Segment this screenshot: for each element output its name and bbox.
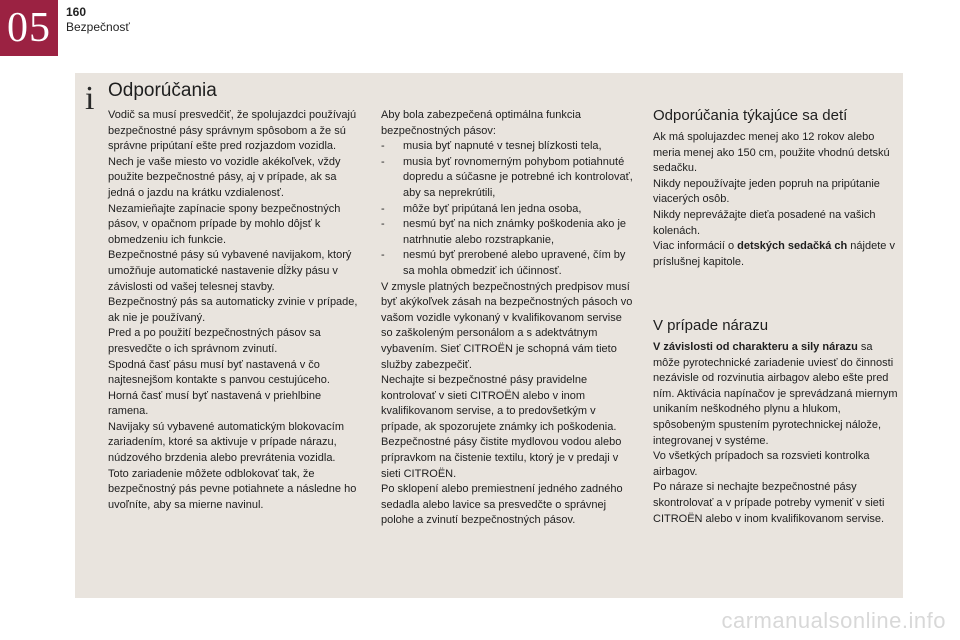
- children-section: [653, 130, 898, 270]
- paragraph: Ak má spolujazdec menej ako 12 rokov alebo meria menej ako 150 cm, použite vhodnú detskú sedačku.: [653, 131, 890, 175]
- impact-section-title: V prípade nárazu: [653, 317, 769, 334]
- paragraph: Nezamieňajte zapínacie spony bezpečnostných pásov, v opačnom prípade by mohlo dôjsť k obmedzeniu ich funkcie.: [108, 202, 341, 246]
- paragraph: [653, 340, 898, 449]
- text: nájdete v príslušnej kapitole.: [653, 240, 895, 268]
- paragraph: Navijaky sú vybavené automatickým blokovacím zariadením, ktoré sa aktivuje v prípade nárazu, núdzového brzdenia alebo prevrátenia vozidla. Toto zariadenie môžete odblokovať tak, že bezpečnostný pás pevne potiahnete a následne ho uvoľníte, aby sa mierne navinul.: [108, 420, 357, 511]
- page-number: 160: [66, 5, 87, 19]
- main-title: Odporúčania: [108, 80, 217, 101]
- paragraph: Vodič sa musí presvedčiť, že spolujazdci používajú bezpečnostné pásy správnym spôsobom a že sú správne pripútaní ešte pred rozjazdom vozidla.: [108, 109, 357, 153]
- paragraph: Spodná časť pásu musí byť nastavená v čo najtesnejšom kontakte s panvou cestujúceho.: [108, 358, 330, 387]
- paragraph: Bezpečnostné pásy sú vybavené navijakom, ktorý umožňuje automatické nastavenie dĺžky pásu v závislosti od vašej telesnej stavby.: [108, 249, 352, 293]
- section-name: Bezpečnosť: [66, 20, 130, 34]
- info-icon: i: [85, 80, 95, 117]
- impact-section: [653, 340, 898, 527]
- list-item: - nesmú byť na nich známky poškodenia ako je natrhnutie alebo rozstrapkanie,: [381, 217, 633, 248]
- paragraph: Po sklopení alebo premiestnení jedného zadného sedadla alebo lavice sa presvedčte o správnej polohe a zvinutí bezpečnostných pásov.: [381, 483, 623, 527]
- text: sa môže pyrotechnické zariadenie uviesť do činnosti nezávisle od rozvinutia airbagov alebo ešte pred ním. Aktivácia napínačov je sprevádzaná miernym unikaním neškodného plynu a hlukom, spôsobeným spustením pyrotechnickej nálože, integrovanej v systéme.: [653, 341, 898, 447]
- recommendations-column-1: [108, 108, 358, 513]
- children-section-title: Odporúčania týkajúce sa detí: [653, 107, 848, 124]
- paragraph: Vo všetkých prípadoch sa rozsvieti kontrolka airbagov.: [653, 450, 870, 478]
- paragraph: Bezpečnostný pás sa automaticky zvinie v prípade, ak nie je používaný.: [108, 296, 358, 324]
- paragraph: Pred a po použití bezpečnostných pásov sa presvedčte o ich správnom zvinutí.: [108, 327, 321, 355]
- watermark: carmanualsonline.info: [721, 608, 946, 633]
- paragraph: Nikdy neprevážajte dieťa posadené na vašich kolenách.: [653, 208, 876, 237]
- paragraph: Nech je vaše miesto vo vozidle akékoľvek, vždy použite bezpečnostné pásy, aj v prípade, ak sa jedná o jazdu na krátku vzdialenosť.: [108, 155, 341, 199]
- paragraph: [653, 239, 898, 270]
- recommendations-column-2: [381, 108, 633, 529]
- paragraph: Nechajte si bezpečnostné pásy pravidelne kontrolovať v sieti CITROËN alebo v inom kvalifikovanom servise, a to predovšetkým v prípade, ak spozorujete známky ich poškodenia.: [381, 374, 617, 433]
- requirements-list: [381, 139, 633, 279]
- chapter-tab: 05: [0, 0, 58, 56]
- list-item: - môže byť pripútaná len jedna osoba,: [381, 202, 633, 218]
- list-item: - musia byť napnuté v tesnej blízkosti tela,: [381, 139, 633, 155]
- paragraph: Nikdy nepoužívajte jeden popruh na pripútanie viacerých osôb.: [653, 177, 880, 206]
- bold-lead: V závislosti od charakteru a sily nárazu: [653, 341, 858, 353]
- cross-reference: detských sedačká ch: [737, 240, 848, 253]
- paragraph: V zmysle platných bezpečnostných predpisov musí byť akýkoľvek zásah na bezpečnostných pásoch vo vašom vozidle vykonaný v kvalifikovanom servise so zaškoleným personálom a s adektvátnym vybavením. Sieť CITROËN je schopná vám tieto služby zabezpečiť.: [381, 280, 633, 371]
- paragraph: Horná časť musí byť nastavená v priehlbine ramena.: [108, 389, 322, 418]
- paragraph: Bezpečnostné pásy čistite mydlovou vodou alebo prípravkom na čistenie textilu, ktorý je v predaji v sieti CITROËN.: [381, 436, 622, 480]
- list-intro: Aby bola zabezpečená optimálna funkcia bezpečnostných pásov:: [381, 109, 581, 137]
- list-item: - musia byť rovnomerným pohybom potiahnuté dopredu a súčasne je potrebné ich kontrolovať, aby sa neprekrútili,: [381, 155, 633, 202]
- text: Viac informácií o: [653, 240, 738, 253]
- paragraph: Po náraze si nechajte bezpečnostné pásy skontrolovať a v prípade potreby vymeniť v sieti CITROËN alebo v inom kvalifikovanom servise.: [653, 481, 885, 525]
- list-item: - nesmú byť prerobené alebo upravené, čím by sa mohla obmedziť ich účinnosť.: [381, 248, 633, 279]
